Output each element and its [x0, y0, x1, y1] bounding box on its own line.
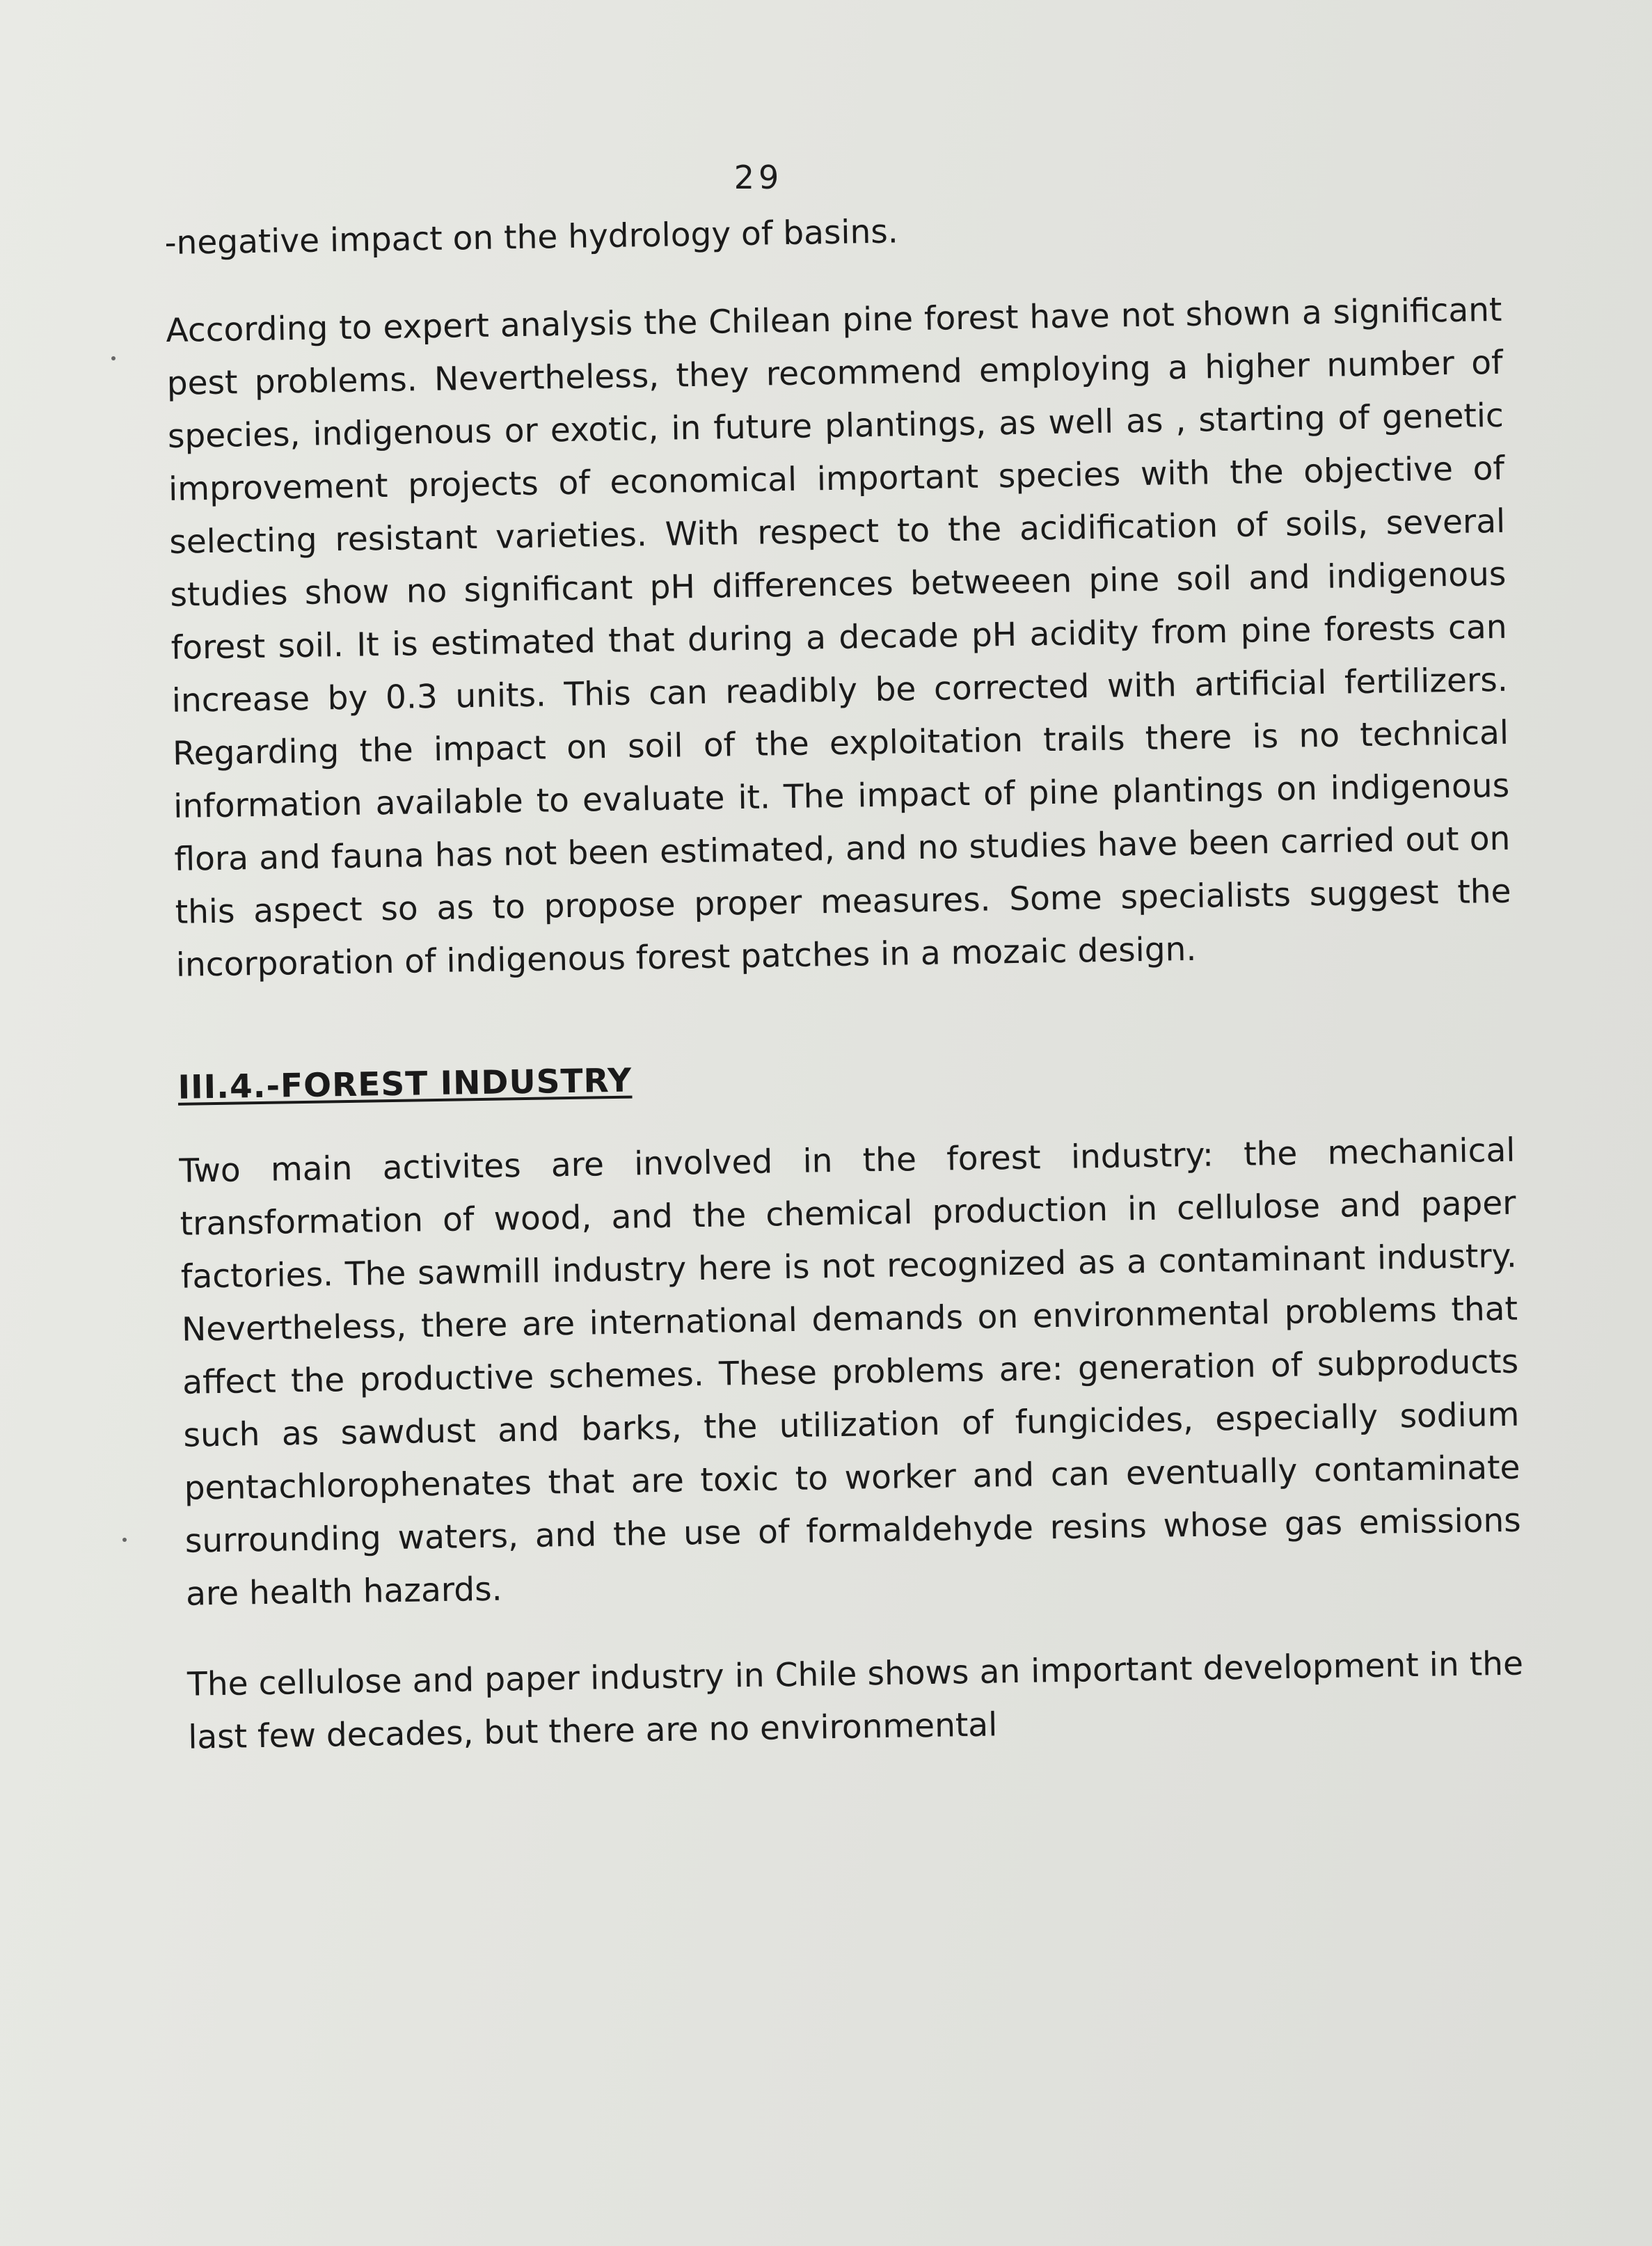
body-text: [164, 196, 1525, 1765]
margin-mark: [122, 1538, 127, 1542]
page-number: 29: [733, 159, 784, 196]
paragraph: Two main activites are involved in the forest industry: the mechanical transformation of wood, and the chemical production in cellulose and paper factories. The sawmill industry here is not recognized as a contaminant industry. Nevertheless, there are international demands on environmental problems that affect the productive schemes. These problems are: generation of subproducts such as sawdust and barks, the utilization of fungicides, especially sodium pentachlorophenates that are toxic to worker and can eventually contaminate surrounding waters, and the use of formaldehyde resins whose gas emissions are health hazards.: [179, 1131, 1522, 1614]
paragraph: According to expert analysis the Chilean pine forest have not shown a significant pest problems. Nevertheless, they recommend employing a higher number of species, indigenous or exotic, in future plantings, as well as , starting of genetic improvement projects of economical important species with the objective of selecting resistant varieties. With respect to the acidification of soils, several studies show no significant pH differences betweeen pine soil and indigenous forest soil. It is estimated that during a decade pH acidity from pine forests can increase by 0.3 units. This can readibly be corrected with artificial fertilizers. Regarding the impact on soil of the exploitation trails there is no technical information available to evaluate it. The impact of pine plantings on indigenous flora and fauna has not been estimated, and no studies have been carried out on this aspect so as to propose proper measures. Some specialists suggest the incorporation of indigenous forest patches in a mozaic design.: [166, 290, 1511, 985]
section-heading: III.4.-FOREST INDUSTRY: [177, 1061, 633, 1107]
paragraph: -negative impact on the hydrology of basins.: [164, 212, 899, 262]
margin-mark: [111, 356, 116, 360]
paragraph: The cellulose and paper industry in Chile shows an important development in the last few decades, but there are no environmental: [186, 1644, 1524, 1757]
